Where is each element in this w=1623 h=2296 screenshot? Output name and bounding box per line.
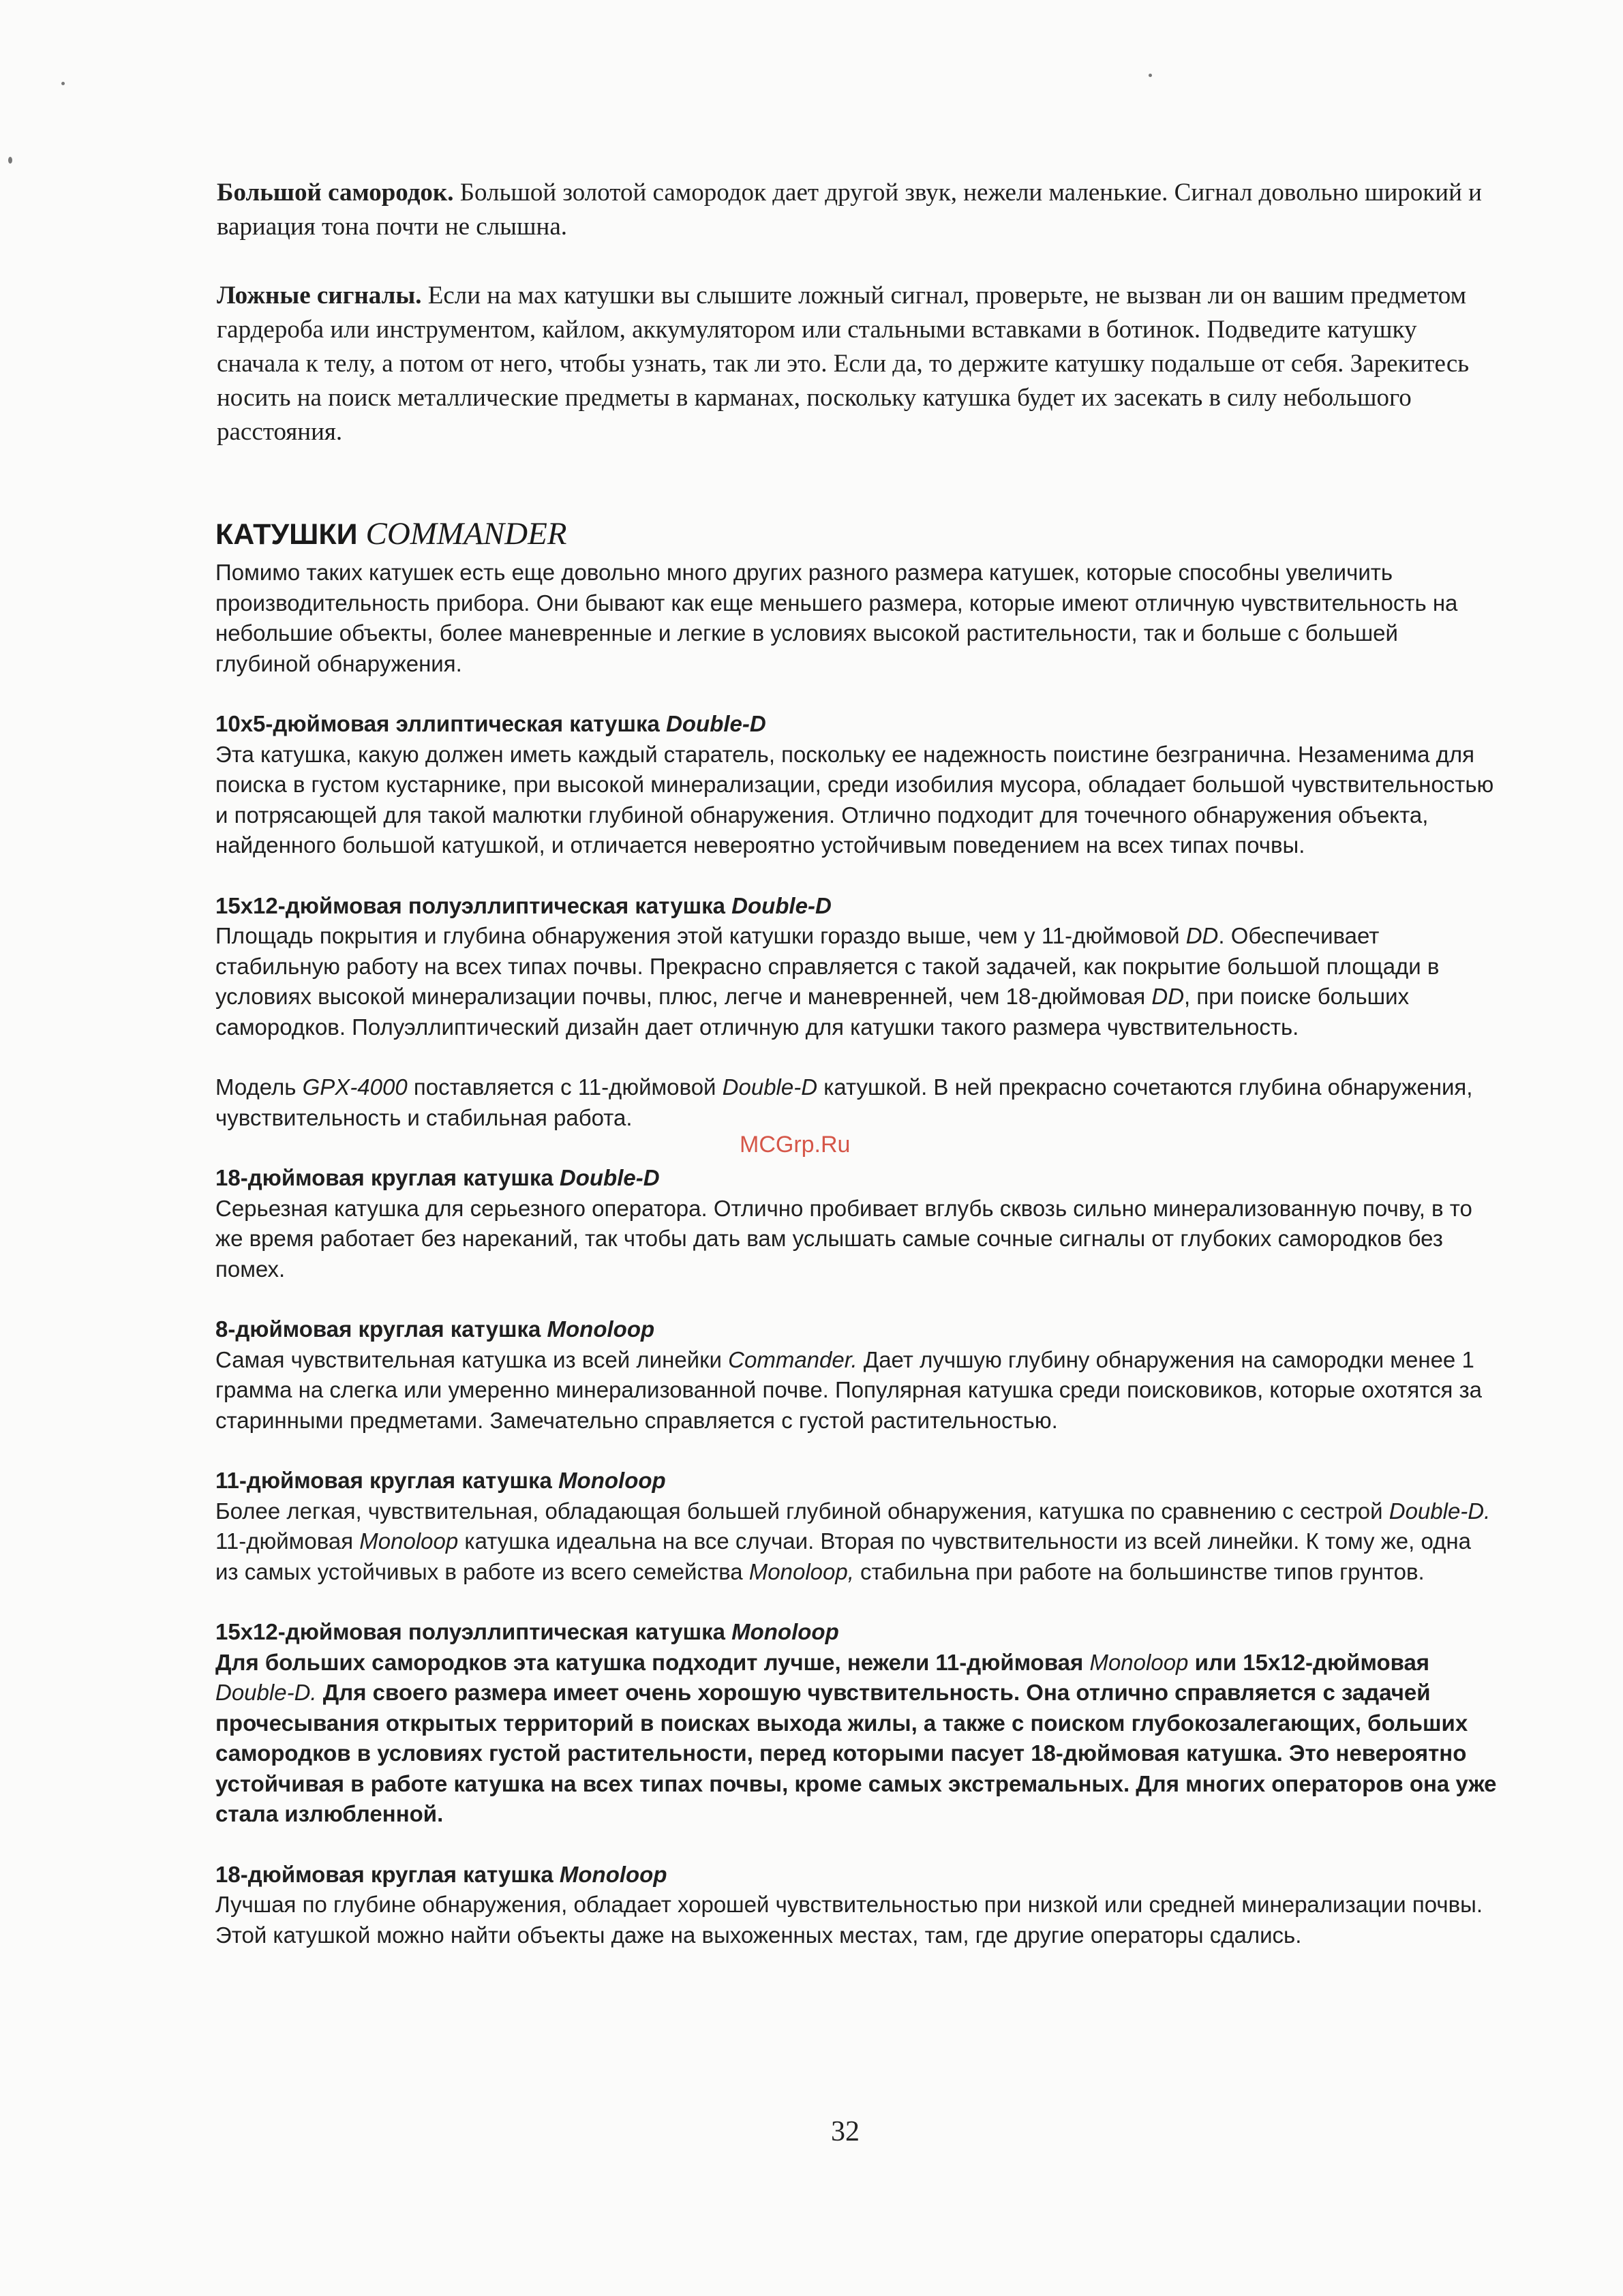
text-italic: Monoloop (1089, 1649, 1189, 1675)
section-title-main: КАТУШКИ (215, 518, 366, 551)
text-italic: Commander. (728, 1346, 858, 1372)
paragraph-title: Ложные сигналы. (217, 282, 422, 309)
coil-title-main: 10x5-дюймовая эллиптическая катушка (215, 711, 667, 736)
text-part: Площадь покрытия и глубина обнаружения этой катушки гораздо выше, чем у 11-дюймовой (215, 923, 1186, 948)
coil-description: Серьезная катушка для серьезного оператора. Отлично пробивает вглубь сквозь сильно минерализованную почву, в то же время работает без нареканий, так чтобы дать вам услышать самые сочные сигналы от глубоких самородков без помех. (215, 1195, 1472, 1282)
scan-speck (61, 82, 65, 85)
section-title (215, 515, 567, 552)
scan-speck (1149, 74, 1152, 77)
coil-title-italic: Monoloop (558, 1468, 666, 1493)
page-number: 32 (831, 2116, 860, 2147)
coil-title (215, 891, 1497, 922)
model-note (215, 1072, 1497, 1133)
coil-title (215, 1163, 1497, 1194)
coil-description (215, 1648, 1497, 1830)
coil-title-italic: Double-D (731, 892, 832, 918)
coil-name: Double-D (722, 1074, 818, 1100)
text-part: Самая чувствительная катушка из всей линейки (215, 1346, 729, 1372)
coil-description: Эта катушка, какую должен иметь каждый старатель, поскольку ее надежность поистине безгранична. Незаменима для поиска в густом кустарнике, при высокой минерализации, среди изобилия мусора, обладает большой чувствительностью и потрясающей для такой малютки глубиной обнаружения. Отлично подходит для точечного обнаружения объекта, найденного большой катушкой, и отличается невероятно устойчивым поведением на всех типах почвы. (215, 741, 1494, 858)
text-italic: DD (1151, 984, 1185, 1009)
section-title-italic: COMMANDER (365, 516, 567, 552)
paragraph-text: Большой золотой самородок дает другой звук, нежели маленькие. Сигнал довольно широкий и вариация тона почти не слышна. (217, 179, 1482, 241)
text-part: катушкой. В ней прекрасно сочетаются глубина обнаружения, чувствительность и стабильная работа. (215, 1074, 1473, 1130)
coil-description (215, 1345, 1497, 1436)
coil-description: Лучшая по глубине обнаружения, обладает хорошей чувствительностью при низкой или средней минерализации почвы. Этой катушкой можно найти объекты даже на выхоженных местах, там, где другие операторы сдались. (215, 1892, 1483, 1948)
text-italic: Monoloop, (748, 1558, 854, 1584)
coil-title (215, 1314, 1497, 1345)
coil-title-main: 18-дюймовая круглая катушка (215, 1165, 560, 1190)
coil-title-main: 11-дюймовая круглая катушка (215, 1468, 559, 1493)
coil-title-main: 15x12-дюймовая полуэллиптическая катушка (215, 892, 732, 918)
text-part: . Обеспечивает стабильную работу на всех типах почвы. Прекрасно справляется с такой задачей, как покрытие большой площади в условиях высокой минерализации почвы, плюс, легче и маневренней, чем 18-дюймовая (215, 923, 1440, 1009)
text-italic: Double-D. (1389, 1498, 1491, 1524)
paragraph-big-nugget (217, 176, 1485, 244)
watermark: MCGrp.Ru (740, 1132, 851, 1158)
coil-title-italic: Double-D (666, 711, 766, 736)
paragraph-title: Большой самородок. (217, 179, 454, 207)
section-intro: Помимо таких катушек есть еще довольно много других разного размера катушек, которые способны увеличить производительность прибора. Они бывают как еще меньшего размера, которые имеют отличную чувствительность на небольшие объекты, более маневренные и легкие в условиях высокой растительности, так и больше с большей глубиной обнаружения. (215, 560, 1458, 676)
coil-description (215, 921, 1497, 1042)
paragraph-text: Если на мах катушки вы слышите ложный сигнал, проверьте, не вызван ли он вашим предметом гардероба или инструментом, кайлом, аккумулятором или стальными вставками в ботинок. Подведите катушку сначала к телу, а потом от него, чтобы узнать, так ли это. Если да, то держите катушку подальше от себя. Зарекитесь носить на поиск металлические предметы в карманах, поскольку катушка будет их засекать в силу небольшого расстояния. (217, 282, 1470, 446)
coil-description (215, 1496, 1497, 1588)
text-italic: DD (1185, 923, 1219, 948)
text-part: Модель (215, 1074, 303, 1100)
model-name: GPX-4000 (302, 1074, 408, 1100)
coil-title-italic: Double-D (559, 1165, 660, 1190)
coil-title (215, 1617, 1497, 1648)
text-part: Для своего размера имеет очень хорошую чувствительность. Она отлично справляется с задачей прочесывания открытых территорий в поисках выхода жилы, а также с поиском глубокозалегающих, больших самородков в условиях густой растительности, перед которыми пасует 18-дюймовая катушка. Это невероятно устойчивая в работе катушка на всех типах почвы, кроме самых экстремальных. Для многих операторов она уже стала излюбленной. (215, 1680, 1497, 1826)
scan-speck (8, 157, 12, 164)
text-part: , при поиске больших самородков. Полуэллиптический дизайн дает отличную для катушки такого размера чувствительность. (215, 984, 1410, 1040)
text-italic: Double-D. (215, 1680, 317, 1705)
coil-title (215, 1466, 1497, 1496)
text-part: стабильна при работе на большинстве типов грунтов. (853, 1558, 1425, 1584)
coil-title (215, 709, 1497, 740)
coil-title-italic: Monoloop (547, 1316, 655, 1342)
text-part: 11-дюймовая (215, 1528, 360, 1554)
coil-title-italic: Monoloop (731, 1619, 839, 1644)
paragraph-false-signals (217, 279, 1485, 449)
text-part: поставляется с 11-дюймовой (407, 1074, 723, 1100)
text-part: Более легкая, чувствительная, обладающая большей глубиной обнаружения, катушка по сравнению с сестрой (215, 1498, 1389, 1524)
coil-title (215, 1860, 1497, 1890)
coil-title-italic: Monoloop (559, 1861, 667, 1887)
text-part: Для больших самородков эта катушка подходит лучше, нежели 11-дюймовая (215, 1649, 1090, 1675)
coil-title-main: 15x12-дюймовая полуэллиптическая катушка (215, 1619, 732, 1644)
coil-title-main: 8-дюймовая круглая катушка (215, 1316, 547, 1342)
text-part: Дает лучшую глубину обнаружения на самородки менее 1 грамма на слегка или умеренно минерализованной почве. Популярная катушка среди поисковиков, которые охотятся за старинными предметами. Замечательно справляется с густой растительностью. (215, 1346, 1483, 1433)
coil-title-main: 18-дюймовая круглая катушка (215, 1861, 560, 1887)
section-body (215, 558, 1497, 1950)
text-part: катушка идеальна на все случаи. Вторая по чувствительности из всей линейки. К тому же, одна из самых устойчивых в работе из всего семейства (215, 1528, 1471, 1584)
text-part: или 15x12-дюймовая (1188, 1649, 1430, 1675)
text-italic: Monoloop (359, 1528, 459, 1554)
